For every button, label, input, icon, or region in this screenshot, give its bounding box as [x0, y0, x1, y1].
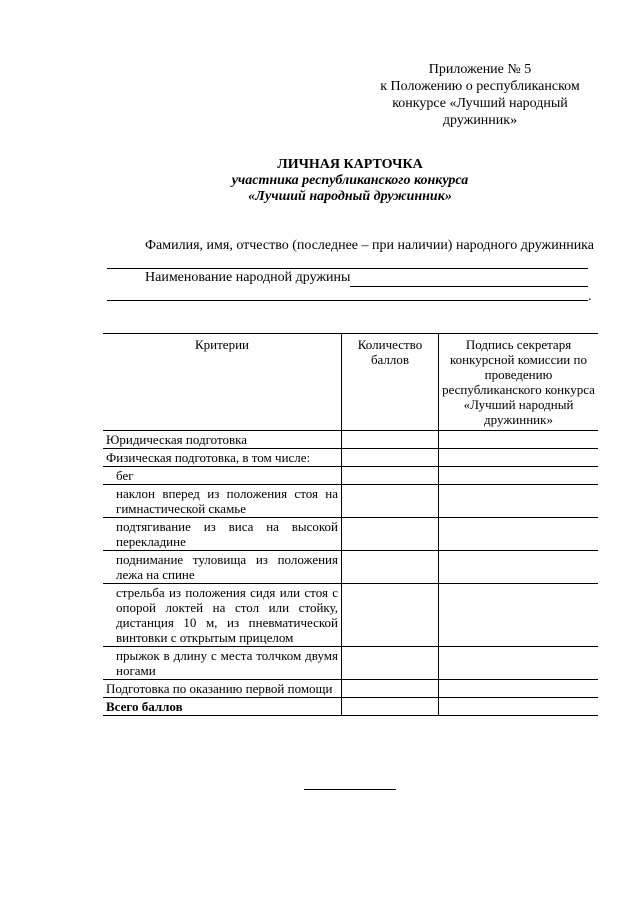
points-cell[interactable] [342, 485, 439, 518]
table-row [103, 431, 598, 449]
appendix-line-1: Приложение № 5 [428, 62, 532, 77]
header-points: Количество баллов [342, 334, 439, 431]
table-row [103, 584, 598, 647]
header-criteria: Критерии [103, 334, 342, 431]
criteria-cell: Физическая подготовка, в том числе: [103, 449, 342, 467]
table-row [103, 518, 598, 551]
title-sub-2: «Лучший народный дружинник» [248, 189, 452, 204]
title-sub-1: участника республиканского конкурса [231, 173, 469, 188]
table-body [103, 431, 598, 716]
criteria-cell: Подготовка по оказанию первой помощи [103, 680, 342, 698]
title-main: ЛИЧНАЯ КАРТОЧКА [277, 157, 423, 172]
points-cell[interactable] [342, 584, 439, 647]
points-cell[interactable] [342, 551, 439, 584]
druzhina-fill-line[interactable] [350, 286, 588, 287]
table-row [103, 680, 598, 698]
criteria-cell: Всего баллов [103, 698, 342, 716]
table-row [103, 467, 598, 485]
signature-cell[interactable] [439, 698, 599, 716]
appendix-line-2: к Положению о республиканском [380, 79, 580, 94]
criteria-cell: поднимание туловища из положения лежа на спине [103, 551, 342, 584]
signature-cell[interactable] [439, 485, 599, 518]
table-row [103, 485, 598, 518]
header-signature: Подпись секретаря конкурсной комиссии по проведению республиканского конкурса «Лучший народный дружинник» [439, 334, 599, 431]
end-dot: . [588, 289, 592, 304]
criteria-table [103, 333, 598, 716]
points-cell[interactable] [342, 449, 439, 467]
table-row [103, 698, 598, 716]
criteria-cell: бег [103, 467, 342, 485]
criteria-cell: наклон вперед из положения стоя на гимнастической скамье [103, 485, 342, 518]
appendix-block [370, 61, 590, 129]
points-cell[interactable] [342, 680, 439, 698]
signature-cell[interactable] [439, 518, 599, 551]
points-cell[interactable] [342, 431, 439, 449]
signature-cell[interactable] [439, 551, 599, 584]
table-row [103, 551, 598, 584]
signature-line [304, 789, 396, 790]
criteria-cell: прыжок в длину с места толчком двумя ногами [103, 647, 342, 680]
points-cell[interactable] [342, 467, 439, 485]
druzhina-label: Наименование народной дружины [145, 270, 351, 285]
points-cell[interactable] [342, 647, 439, 680]
signature-cell[interactable] [439, 449, 599, 467]
signature-cell[interactable] [439, 680, 599, 698]
criteria-cell: стрельба из положения сидя или стоя с опорой локтей на стол или стойку, дистанция 10 м, из пневматической винтовки с открытым прицелом [103, 584, 342, 647]
points-cell[interactable] [342, 698, 439, 716]
signature-cell[interactable] [439, 431, 599, 449]
table-header-row [103, 334, 598, 431]
signature-cell[interactable] [439, 467, 599, 485]
document-title [100, 157, 600, 205]
fio-label: Фамилия, имя, отчество (последнее – при наличии) народного дружинника [145, 238, 594, 253]
criteria-cell: подтягивание из виса на высокой перекладине [103, 518, 342, 551]
points-cell[interactable] [342, 518, 439, 551]
appendix-line-4: дружинник» [442, 113, 518, 128]
signature-cell[interactable] [439, 647, 599, 680]
signature-cell[interactable] [439, 584, 599, 647]
druzhina-fill-line-2[interactable] [107, 300, 588, 301]
appendix-line-3: конкурсе «Лучший народный [392, 96, 568, 111]
fio-fill-line[interactable] [107, 268, 588, 269]
table-row [103, 647, 598, 680]
criteria-cell: Юридическая подготовка [103, 431, 342, 449]
table-row [103, 449, 598, 467]
